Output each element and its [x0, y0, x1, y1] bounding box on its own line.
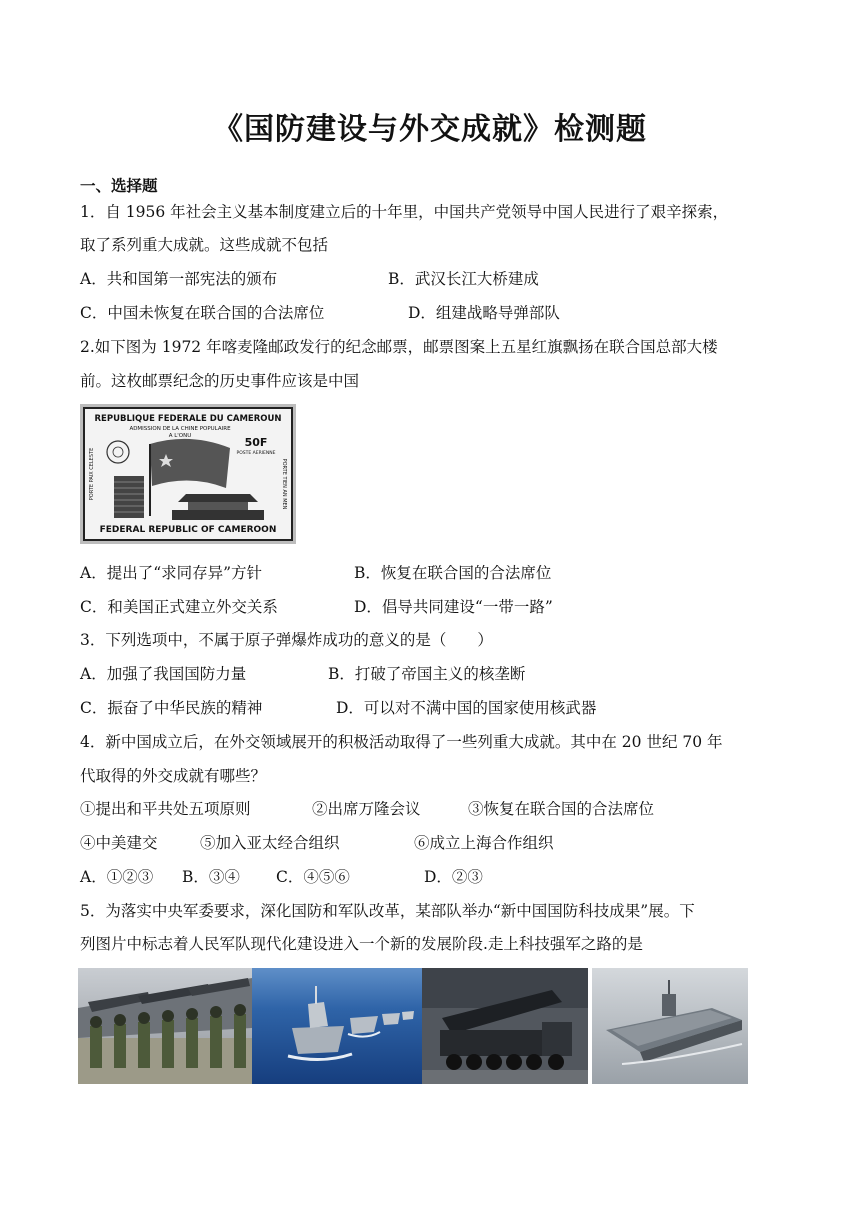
q1-option-b: B．武汉长江大桥建成	[388, 270, 539, 288]
q4-item-4: ④中美建交	[80, 834, 158, 852]
stamp-left-text: PORTE PAIX CELESTE	[89, 447, 95, 501]
q3-option-b: B．打破了帝国主义的核垄断	[328, 665, 526, 683]
q4-stem-line1: 4．新中国成立后，在外交领域展开的积极活动取得了一些列重大成就。其中在 20 世纪 70 年	[80, 733, 723, 751]
q4-option-c: C．④⑤⑥	[276, 868, 350, 886]
q3-option-c: C．振奋了中华民族的精神	[80, 699, 263, 717]
q3-option-d: D．可以对不满中国的国家使用核武器	[336, 699, 597, 717]
q1-option-d: D．组建战略导弹部队	[408, 304, 560, 322]
q2-stem-line2: 前。这枚邮票纪念的历史事件应该是中国	[80, 372, 360, 390]
q4-item-3: ③恢复在联合国的合法席位	[468, 800, 655, 818]
q4-stem-line2: 代取得的外交成就有哪些？	[80, 767, 267, 785]
stamp-top-text: REPUBLIQUE FEDERALE DU CAMEROUN	[94, 414, 282, 424]
q2-option-b: B．恢复在联合国的合法席位	[354, 564, 552, 582]
q4-item-1: ①提出和平共处五项原则	[80, 800, 251, 818]
q2-stem-line1: 2.如下图为 1972 年喀麦隆邮政发行的纪念邮票，邮票图案上五星红旗飘扬在联合国总部大楼	[80, 338, 718, 356]
q1-option-a: A．共和国第一部宪法的颁布	[80, 270, 278, 288]
q2-option-a: A．提出了“求同存异”方针	[80, 564, 263, 582]
naval-fleet-photo	[252, 968, 422, 1084]
q4-item-5: ⑤加入亚太经合组织	[200, 834, 340, 852]
q4-option-a: A．①②③	[80, 868, 154, 886]
q4-option-d: D．②③	[424, 868, 483, 886]
q5-stem-line2: 列图片中标志着人民军队现代化建设进入一个新的发展阶段.走上科技强军之路的是	[80, 935, 643, 953]
q4-item-2: ②出席万隆会议	[312, 800, 421, 818]
cameroon-stamp-image	[80, 404, 296, 544]
aircraft-carrier-photo	[592, 968, 748, 1084]
q1-stem-line2: 取了系列重大成就。这些成就不包括	[80, 236, 329, 254]
stamp-subtitle-1: ADMISSION DE LA CHINE POPULAIRE	[129, 426, 231, 432]
q4-item-6: ⑥成立上海合作组织	[414, 834, 554, 852]
page-title: 《国防建设与外交成就》检测题	[213, 112, 647, 147]
soldiers-jets-photo	[78, 968, 252, 1084]
stamp-value: 50F	[244, 436, 268, 449]
q1-option-c: C．中国未恢复在联合国的合法席位	[80, 304, 325, 322]
q2-option-d: D．倡导共同建设“一带一路”	[354, 598, 553, 616]
section-heading: 一、选择题	[80, 177, 158, 195]
q1-stem-line1: 1．自 1956 年社会主义基本制度建立后的十年里，中国共产党领导中国人民进行了艰辛探索，	[80, 203, 729, 221]
q4-option-b: B．③④	[182, 868, 240, 886]
stamp-value-label: POSTE AERIENNE	[236, 451, 276, 456]
q2-option-c: C．和美国正式建立外交关系	[80, 598, 278, 616]
q5-stem-line1: 5．为落实中央军委要求，深化国防和军队改革，某部队举办“新中国国防科技成果”展。下	[80, 902, 695, 920]
stamp-subtitle-2: A L'ONU	[168, 433, 192, 439]
q3-stem: 3．下列选项中，不属于原子弹爆炸成功的意义的是（ ）	[80, 631, 493, 649]
q3-option-a: A．加强了我国国防力量	[80, 665, 247, 683]
stamp-bottom-text: FEDERAL REPUBLIC OF CAMEROON	[99, 525, 277, 535]
missile-launcher-photo	[422, 968, 588, 1084]
stamp-right-text: PORTE TIEN AN MEN	[281, 458, 287, 510]
